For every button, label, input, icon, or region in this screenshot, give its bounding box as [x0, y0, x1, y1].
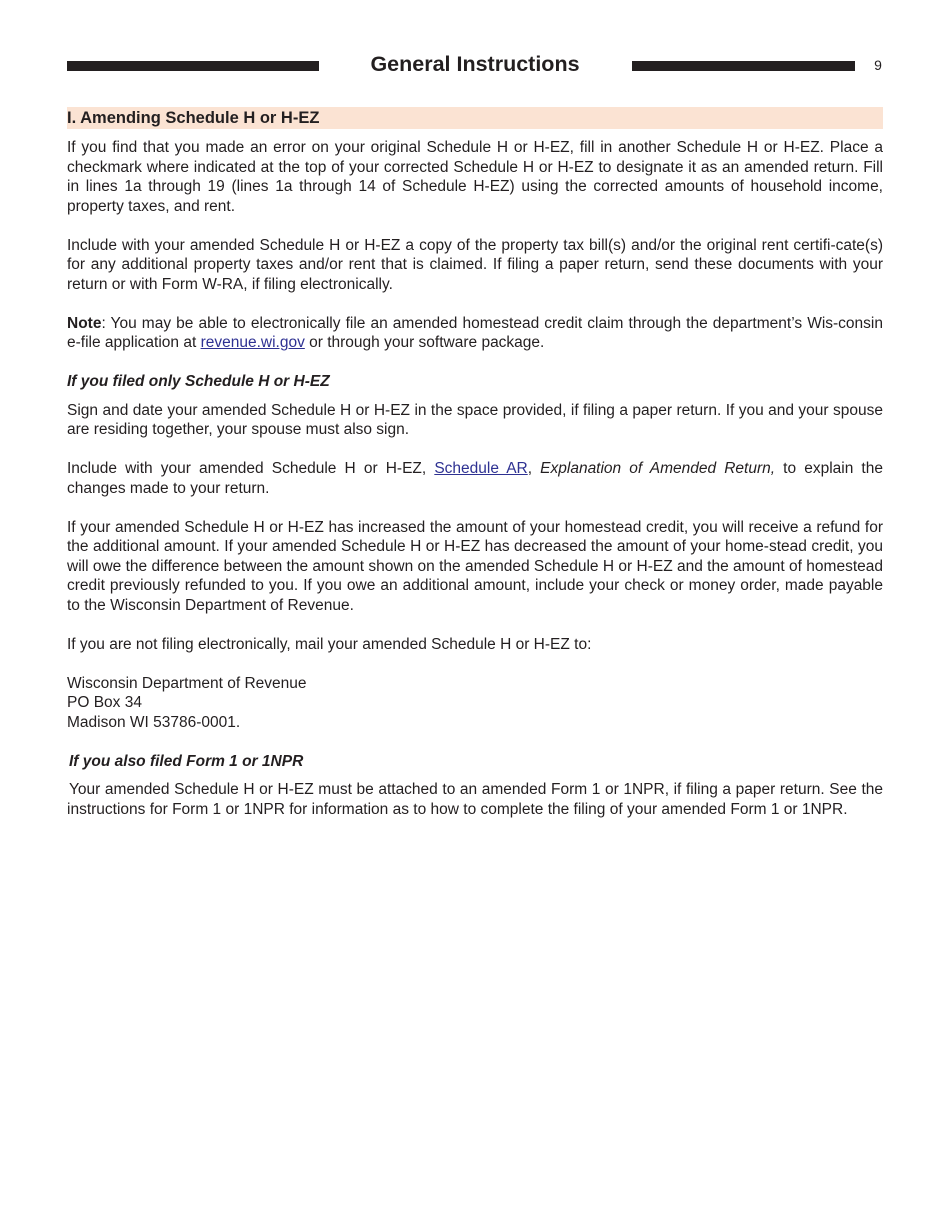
section-heading: I. Amending Schedule H or H-EZ	[67, 107, 883, 129]
paragraph-sign-and-date: Sign and date your amended Schedule H or H-EZ in the space provided, if filing a paper return. If you and your spouse are residing together, your spouse must also sign.	[67, 401, 883, 438]
paragraph-amended-form-1: Your amended Schedule H or H-EZ must be attached to an amended Form 1 or 1NPR, if filing a paper return. See the instructions for Form 1 or 1NPR for information as to how to complete the filing of your amended Form 1 or 1NPR.	[67, 781, 883, 818]
page-header	[0, 0, 950, 100]
paragraph-mail-to: If you are not filing electronically, mail your amended Schedule H or H-EZ to:	[67, 635, 592, 653]
note-text-before: : You may be able to electronically file an amended homestead credit claim through the department’s Wis-consin e-file application at	[67, 314, 883, 351]
page-title: General Instructions	[370, 52, 580, 76]
header-rule-right	[632, 61, 855, 71]
address-line: Madison WI 53786-0001.	[67, 713, 241, 731]
schedule-ar-comma: ,	[527, 460, 541, 477]
schedule-ar-text-before: Include with your amended Schedule H or H-EZ,	[67, 460, 435, 477]
revenue-link[interactable]: revenue.wi.gov	[200, 334, 305, 351]
note-label: Note	[67, 314, 102, 332]
note-text-after: or through your software package.	[304, 334, 545, 351]
paragraph-note	[67, 314, 883, 353]
paragraph-schedule-ar	[67, 459, 883, 498]
header-rule-left	[67, 61, 319, 71]
subheading-also-filed-form-1: If you also filed Form 1 or 1NPR	[69, 752, 304, 770]
subheading-filed-only-schedule-h: If you filed only Schedule H or H-EZ	[67, 373, 330, 390]
paragraph-credit-change: If your amended Schedule H or H-EZ has increased the amount of your homestead credit, you will receive a refund for the additional amount. If your amended Schedule H or H-EZ has decreased the amount of your home-stead credit, you will owe the difference between the amount shown on the amended Schedule H or H-EZ and the amount of homestead credit previously refunded to you. If you owe an additional amount, include your check or money order, made payable to the Wisconsin Department of Revenue.	[67, 518, 883, 614]
schedule-ar-title: Explanation of Amended Return,	[540, 460, 776, 477]
address-line: Wisconsin Department of Revenue	[67, 674, 307, 692]
schedule-ar-text-after: to explain the changes made to your return.	[67, 460, 883, 497]
main-content	[67, 107, 883, 819]
mailing-address	[67, 674, 883, 733]
page-number: 9	[874, 57, 882, 73]
paragraph-include-copies: Include with your amended Schedule H or H-EZ a copy of the property tax bill(s) and/or the original rent certifi-cate(s) for any additional property taxes and/or rent that is claimed. If filing a paper return, send these documents with your return or with Form W-RA, if filing electronically.	[67, 236, 883, 293]
paragraph-error-correction: If you find that you made an error on your original Schedule H or H-EZ, fill in another Schedule H or H-EZ. Place a checkmark where indicated at the top of your corrected Schedule H or H-EZ to designate it as an amended return. Fill in lines 1a through 19 (lines 1a through 14 of Schedule H-EZ) using the corrected amounts of household income, property taxes, and rent.	[67, 139, 883, 215]
schedule-ar-link[interactable]: Schedule AR	[434, 460, 528, 477]
address-line: PO Box 34	[67, 694, 142, 711]
